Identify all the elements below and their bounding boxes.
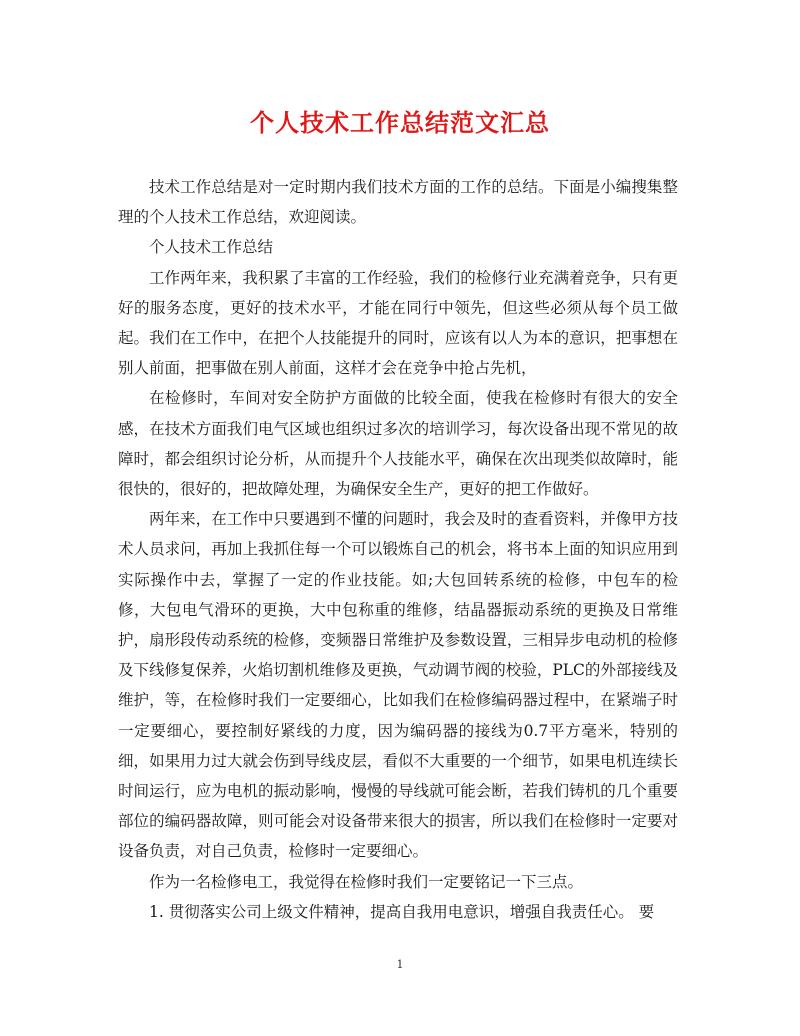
intro-paragraph: 技术工作总结是对一定时期内我们技术方面的工作的总结。下面是小编搜集整理的个人技术工作总结，欢迎阅读。 — [118, 178, 678, 227]
page-number: 1 — [396, 958, 404, 971]
body-paragraph: 两年来，在工作中只要遇到不懂的问题时，我会及时的查看资料，并像甲方技术人员求问，再加上我抓住每一个可以锻炼自己的机会，将书本上面的知识应用到实际操作中去，掌握了一定的作业技能。如;大包回转系统的检修，中包车的检修，大包电气滑环的更换，大中包称重的维修，结晶器振动系统的更换及日常维护，扇形段传动系统的检修，变频器日常维护及参数设置，三相异步电动机的检修及下线修复保养，火焰切割机维修及更换，气动调节阀的校验，PLC的外部接线及维护，等，在检修时我们一定要细心，比如我们在检修编码器过程中，在紧端子时一定要细心，要控制好紧线的力度，因为编码器的接线为0.7平方毫米，特别的细，如果用力过大就会伤到导线皮层，看似不大重要的一个细节，如果电机连续长时间运行，应为电机的振动影响，慢慢的导线就可能会断，若我们铸机的几个重要部位的编码器故障，则可能会对设备带来很大的损害，所以我们在检修时一定要对设备负责，对自己负责，检修时一定要细心。 — [118, 510, 678, 861]
document-title: 个人技术工作总结范文汇总 — [250, 108, 550, 137]
body-paragraph: 工作两年来，我积累了丰富的工作经验，我们的检修行业充满着竞争，只有更好的服务态度，更好的技术水平，才能在同行中领先，但这些必须从每个员工做起。我们在工作中，在把个人技能提升的同时，应该有以人为本的意识，把事想在别人前面，把事做在别人前面，这样才会在竞争中抢占先机， — [118, 268, 678, 378]
document-body — [118, 172, 678, 927]
body-paragraph: 在检修时，车间对安全防护方面做的比较全面，使我在检修时有很大的安全感，在技术方面我们电气区域也组织过多次的培训学习，每次设备出现不常见的故障时，都会组织讨论分析，从而提升个人技能水平，确保在次出现类似故障时，能很快的，很好的，把故障处理，为确保安全生产，更好的把工作做好。 — [118, 389, 678, 499]
list-item: 1. 贯彻落实公司上级文件精神，提高自我用电意识，增强自我责任心。 要 — [149, 902, 655, 921]
body-paragraph: 作为一名检修电工，我觉得在检修时我们一定要铭记一下三点。 — [149, 872, 584, 891]
section-heading: 个人技术工作总结 — [149, 238, 274, 257]
